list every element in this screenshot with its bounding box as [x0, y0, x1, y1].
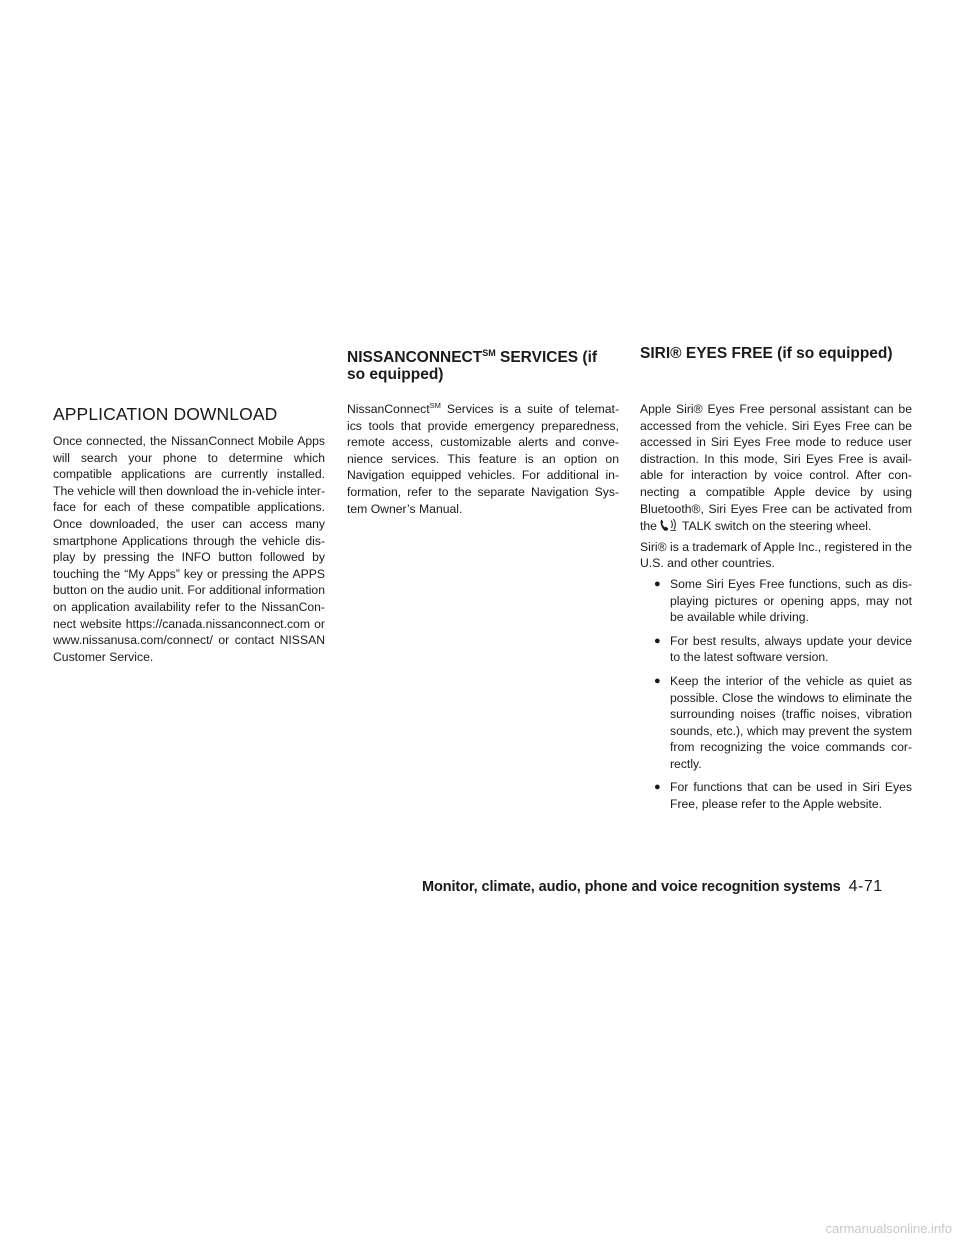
paragraph-siri-intro-a: Apple Siri® Eyes Free personal assistant can be accessed from the vehicle. Siri Eyes Free can be accessed in Siri Eyes Free mode to reduce user distraction. In this mode, Siri Eyes Free is avail- able for interaction by voice control. After con- necting a compatible Apple device by using Bluetooth®, Siri Eyes Free can be activated from the [640, 402, 912, 534]
bullet-icon: ● [654, 781, 661, 794]
paragraph-siri-intro [640, 401, 912, 535]
paragraph-siri-trademark: Siri® is a trademark of Apple Inc., registered in the U.S. and other countries. [640, 539, 912, 571]
heading-service-mark: SM [482, 348, 496, 358]
footer-section-title: Monitor, climate, audio, phone and voice recognition systems [422, 879, 841, 895]
bullet-icon: ● [654, 577, 661, 590]
list-item-text: For functions that can be used in Siri Eyes Free, please refer to the Apple website. [670, 780, 912, 812]
watermark: carmanualsonline.info [825, 1221, 952, 1236]
talk-switch-icon [658, 517, 680, 533]
siri-tips-list [640, 576, 912, 813]
list-item [640, 779, 912, 812]
heading-nissanconnect-services [347, 345, 619, 401]
bullet-icon: ● [654, 634, 661, 647]
heading-siri-eyes-free: SIRI® EYES FREE (if so equipped) [640, 345, 893, 362]
list-item [640, 576, 912, 626]
page-footer [422, 878, 917, 896]
paragraph-nissanconnect-lead: NissanConnect [347, 402, 430, 416]
paragraph-nissanconnect [347, 401, 619, 517]
paragraph-application-download: Once connected, the NissanConnect Mobile Apps will search your phone to determine which compatible applications are currently installed. The vehicle will then download the in-vehicle inter- face for each of these compatible applications. Once downloaded, the user can access many smartphone Applications through the vehicle dis- play by pressing the INFO button followed by touching the “My Apps” key or pressing the APPS button on the audio unit. For additional information on application availability refer to the NissanCon- nect website https://canada.nissanconnect.com or www.nissanusa.com/connect/ or contact NISSAN Customer Service. [53, 434, 325, 664]
column-nissanconnect [347, 345, 619, 521]
list-item [640, 673, 912, 773]
list-item-text: Keep the interior of the vehicle as quiet as possible. Close the windows to eliminate the surrounding noises (traffic noises, vibration sounds, etc.), which may prevent the system from recognizing the voice commands cor- rectly. [670, 673, 912, 771]
column-application-download [53, 404, 325, 669]
list-item [640, 633, 912, 666]
paragraph-service-mark: SM [429, 401, 441, 410]
paragraph-siri-intro-b: TALK switch on the steering wheel. [681, 519, 872, 534]
bullet-icon: ● [654, 674, 661, 687]
column-siri-eyes-free [640, 345, 912, 820]
list-item-text: Some Siri Eyes Free functions, such as dis- playing pictures or opening apps, may not be available while driving. [670, 576, 912, 625]
heading-application-download: APPLICATION DOWNLOAD [53, 404, 278, 424]
page-number: 4-71 [848, 878, 883, 895]
heading-nissanconnect-rest: SERVICES (if so equipped) [347, 349, 598, 383]
heading-nissanconnect-main: NISSANCONNECT [347, 349, 483, 366]
paragraph-nissanconnect-rest: Services is a suite of telemat- ics tools that provide emergency preparedness, remote access, customizable alerts and conve- nience services. This feature is an option on Navigation equipped vehicles. For additional in- formation, refer to the separate Navigation Sys- tem Owner’s Manual. [347, 402, 619, 516]
list-item-text: For best results, always update your device to the latest software version. [670, 633, 912, 665]
